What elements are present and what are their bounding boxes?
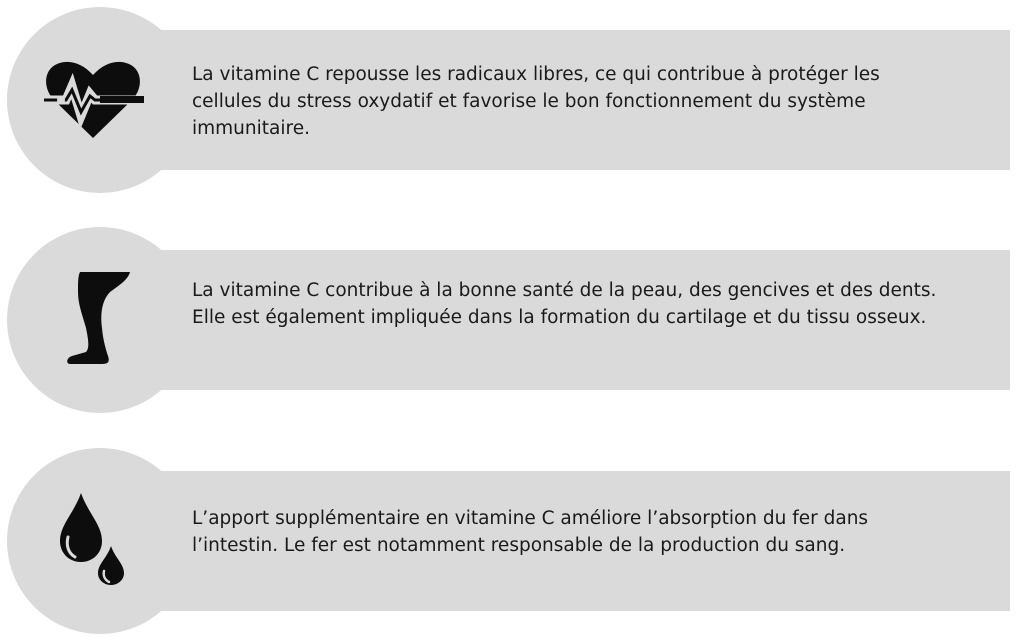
benefit-text: La vitamine C repousse les radicaux libres, ce qui contribue à protéger les cellules du stress oxydatif et favorise le bon fonctionnement du système immunitaire. xyxy=(192,64,880,139)
benefit-text: L’apport supplémentaire en vitamine C améliore l’absorption du fer dans l’intestin. Le fer est notamment responsable de la production du sang. xyxy=(192,508,869,556)
benefit-skin xyxy=(0,220,1020,420)
drops-icon xyxy=(40,491,150,591)
benefit-immune xyxy=(0,0,1020,200)
leg-icon xyxy=(40,270,150,370)
heart-pulse-icon xyxy=(40,50,150,150)
benefit-iron xyxy=(0,441,1020,641)
benefit-text: La vitamine C contribue à la bonne santé de la peau, des gencives et des dents. Elle est également impliquée dans la formation du cartilage et du tissu osseux. xyxy=(192,280,937,328)
